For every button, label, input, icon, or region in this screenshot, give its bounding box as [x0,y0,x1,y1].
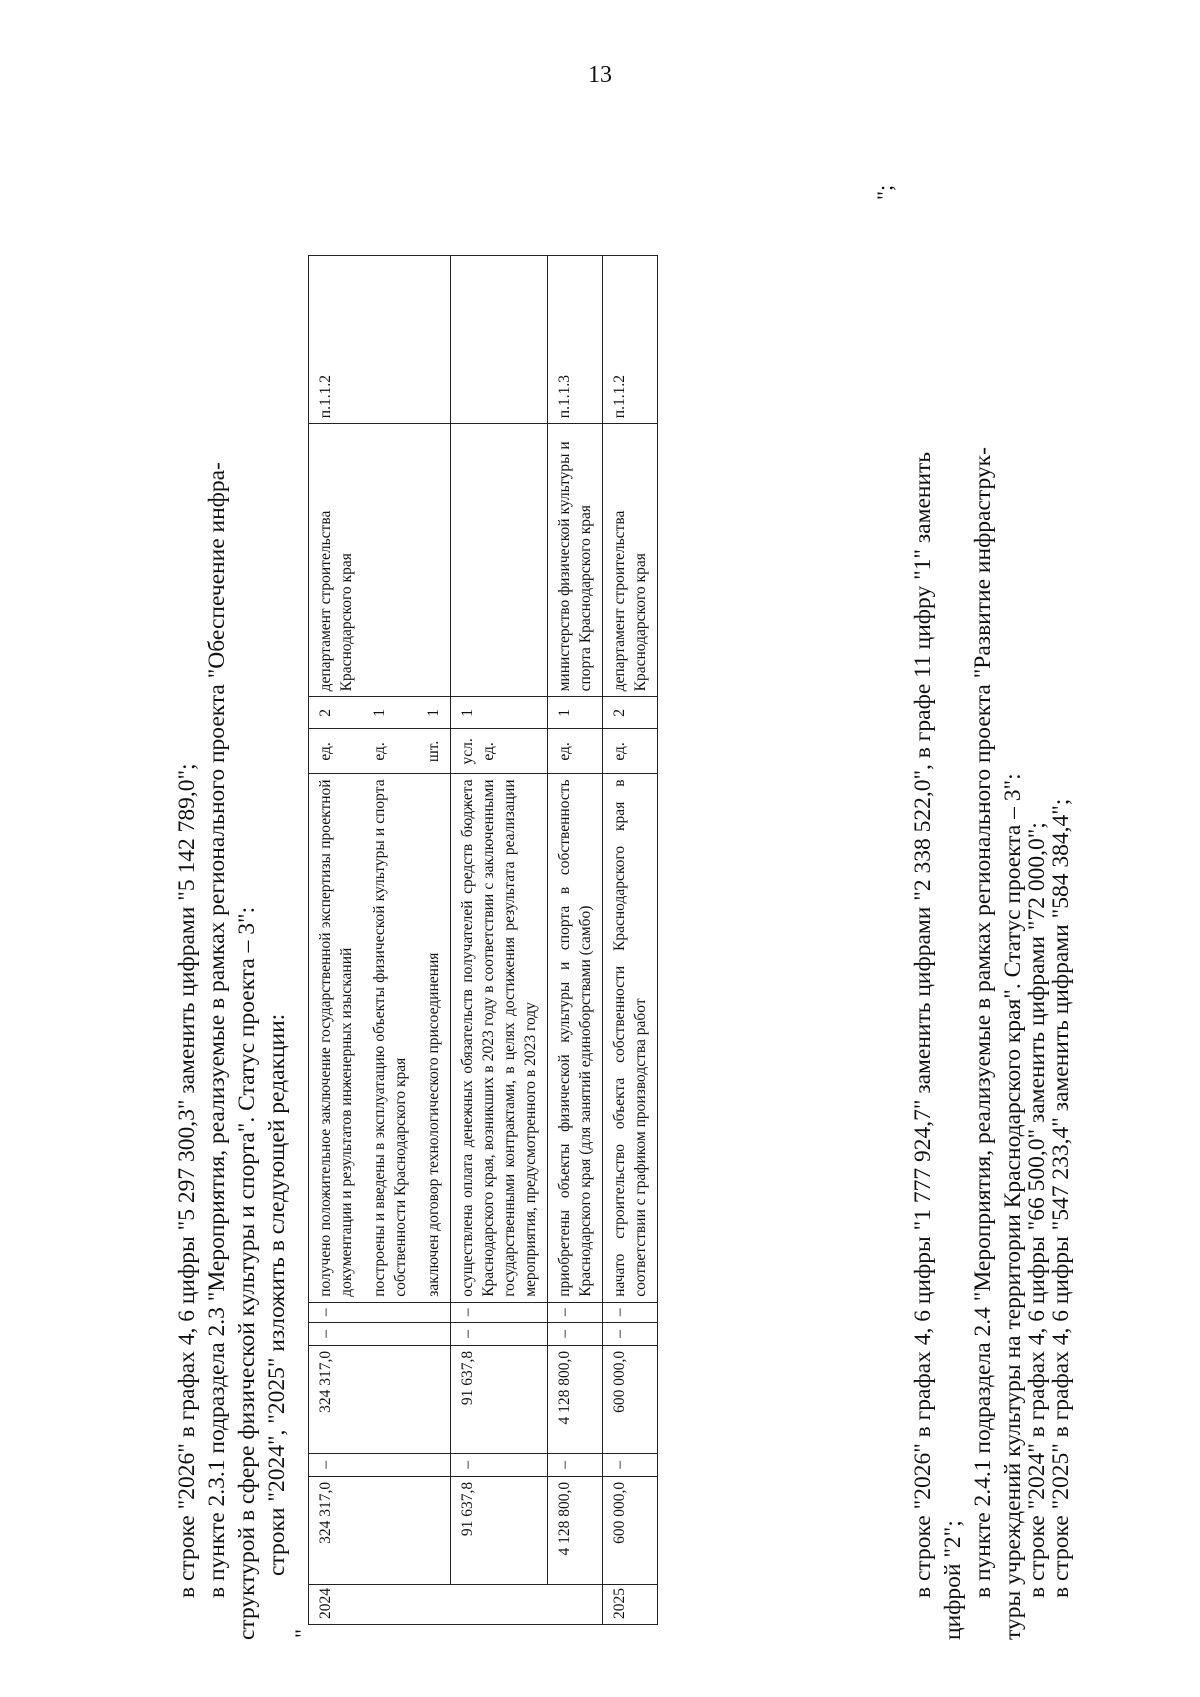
total-cell: 4 128 800,0 [548,1476,603,1584]
qty-cell: 1 [363,697,417,729]
col6-cell: – [309,1302,364,1322]
qty-cell: 2 [309,697,364,729]
ref-cell: п.1.1.2 [309,256,451,424]
col5-cell: – [309,1322,364,1345]
table-row [603,256,658,1625]
col3-cell: – [451,1453,548,1476]
unit-cell: шт. [417,729,451,774]
unit-cell: ед. [548,729,603,774]
paragraph-1: в строке "2026" в графах 4, 6 цифры "5 297 300,3" заменить цифрами "5 142 789,0"; [174,763,200,1598]
paragraph-7: в строке "2025" в графах 4, 6 цифры "547 233,4" заменить цифрами "584 384,4"; [1048,798,1074,1598]
paragraph-2a: в пункте 2.3.1 подраздела 2.3 "Мероприятия, реализуемые в рамках регионального проекта "Обеспечение инфра- [204,462,230,1598]
paragraph-5b: туры учреждений культуры на территории Краснодарского края". Статус проекта – 3": [1000,773,1026,1640]
col5-cell: – [548,1322,603,1345]
unit-cell: ед. [309,729,364,774]
unit-cell: ед. [363,729,417,774]
qty-cell: 2 [603,697,658,729]
result-cell: построены и введены в эксплуатацию объекты физической культуры и спорта собственности Краснодарского края [363,774,417,1302]
paragraph-4a: в строке "2026" в графах 4, 6 цифры "1 777 924,7" заменить цифрами "2 338 522,0", в графе 11 цифру "1" заменить [910,451,936,1598]
total-cell: 324 317,0 [309,1476,364,1584]
col4-cell: 4 128 800,0 [548,1345,603,1453]
col6-cell: – [548,1302,603,1322]
total-cell: 600 000,0 [603,1476,658,1584]
col4-cell: 324 317,0 [309,1345,364,1453]
paragraph-6: в строке "2024" в графах 4, 6 цифры "66 500,0" заменить цифрами "72 000,0"; [1024,822,1050,1598]
total-cell: 91 637,8 [451,1476,548,1584]
table-row [309,256,364,1625]
col3-cell: – [548,1453,603,1476]
executor-cell: департамент строительства Краснодарского края [603,424,658,697]
col5-cell: – [603,1322,658,1345]
result-cell: начато строительство объекта собственности Краснодарского края в соответствии с графиком производства работ [603,774,658,1302]
close-quote: "; [872,184,897,200]
result-cell: получено положительное заключение государственной экспертизы проектной документации и результатов инженерных изысканий [309,774,364,1302]
col4-cell: 91 637,8 [451,1345,548,1453]
ref-cell: п.1.1.3 [548,256,603,424]
executor-cell: департамент строительства Краснодарского края [309,424,451,697]
result-cell: приобретены объекты физической культуры и спорта в собственность Краснодарского края (для занятий единоборствами (самбо) [548,774,603,1302]
col3-cell: – [309,1453,364,1476]
table-row [451,256,548,1625]
paragraph-4b: цифрой "2"; [940,1520,966,1640]
page-number: 13 [588,62,612,88]
qty-cell: 1 [548,697,603,729]
rotated-content [172,80,1074,1640]
qty-cell: 1 [417,697,451,729]
result-cell: заключен договор технологического присоединения [417,774,451,1302]
col6-cell: – [451,1302,548,1322]
open-quote: " [290,1629,315,1638]
unit-cell: усл. ед. [451,729,548,774]
data-table [308,255,658,1625]
unit-cell: ед. [603,729,658,774]
ref-cell: п.1.1.2 [603,256,658,424]
col3-cell: – [603,1453,658,1476]
paragraph-3: строки "2024", "2025" изложить в следующей редакции: [264,1013,290,1576]
col5-cell: – [451,1322,548,1345]
col4-cell: 600 000,0 [603,1345,658,1453]
paragraph-5a: в пункте 2.4.1 подраздела 2.4 "Мероприятия, реализуемые в рамках регионального проекта "Развитие инфраструк- [970,447,996,1598]
paragraph-2b: структурой в сфере физической культуры и спорта". Статус проекта – 3": [234,906,260,1640]
table-row [548,256,603,1625]
qty-cell: 1 [451,697,548,729]
result-cell: осуществлена оплата денежных обязательств получателей средств бюджета Краснодарского края, возникших в 2023 году в соответствии с заключенными государственными контрактами, в целях достижения результата реализации мероприятия, предусмотренного в 2023 году [451,774,548,1302]
executor-cell: министерство физической культуры и спорта Краснодарского края [548,424,603,697]
year-cell: 2024 [309,1584,364,1624]
col6-cell: – [603,1302,658,1322]
year-cell: 2025 [603,1584,658,1624]
